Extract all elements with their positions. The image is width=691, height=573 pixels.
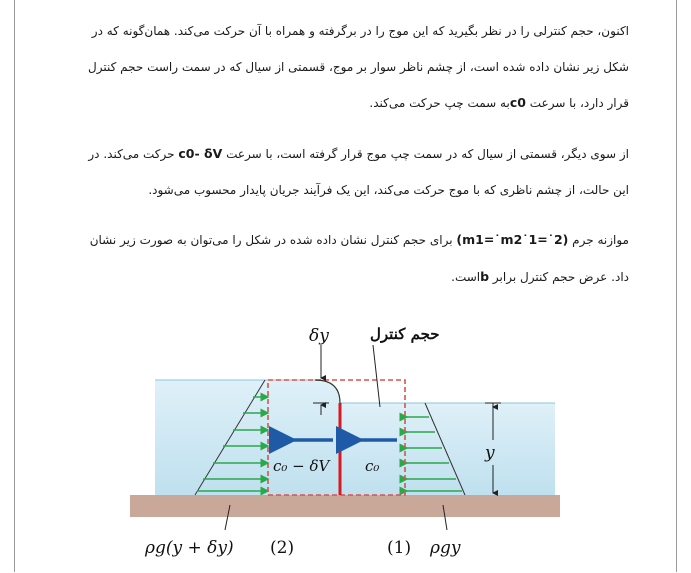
- variable-c0: c0: [509, 95, 526, 110]
- pressure-label-right: ρgy: [430, 538, 461, 558]
- paragraph-1-line-3-pre: قرار دارد، با سرعت: [525, 96, 629, 110]
- velocity-label-left: c₀ − δV: [273, 457, 330, 475]
- paragraph-3-line-2-pre: داد. عرض حجم کنترل برابر: [489, 270, 629, 284]
- control-volume-pointer: [373, 345, 380, 407]
- delta-y-label: δy: [309, 326, 329, 346]
- paragraph-1-line-1: اکنون، حجم کنترلی را در نظر بگیرید که این موج را در برگرفته و همراه با آن حرکت می‌کند. همان‌گونه که در: [91, 24, 629, 38]
- figure-svg: [125, 315, 565, 565]
- paragraph-2-line-1: [69, 145, 629, 163]
- paragraph-3-line-1: [69, 231, 629, 249]
- paragraph-3-line-2: [69, 268, 629, 286]
- channel-bed: [130, 495, 560, 517]
- paragraph-3-line-2-post: است.: [451, 270, 481, 284]
- paragraph-1-line-2: شکل زیر نشان داده شده است، از چشم ناظر سوار بر موج، قسمتی از سیال که در سمت راست حجم کنترل: [88, 60, 629, 74]
- velocity-label-right: c₀: [365, 457, 380, 475]
- section-label-1: (1): [387, 538, 412, 558]
- section-label-2: (2): [270, 538, 295, 558]
- control-volume-label: حجم کنترل: [370, 325, 440, 343]
- paragraph-3-line-1-pre: موازنه جرم: [568, 233, 629, 247]
- paragraph-1-line-3: [69, 94, 629, 112]
- variable-b: b: [480, 269, 490, 284]
- paragraph-1-line-3-post: به سمت چپ حرکت می‌کند.: [369, 96, 510, 110]
- mass-balance-expression: (m1=˙m2˙1=˙2): [456, 232, 569, 247]
- paragraph-2-line-1-post: حرکت می‌کند. در: [88, 147, 179, 161]
- wave-control-volume-figure: [125, 315, 565, 565]
- water-region: [155, 380, 555, 495]
- variable-c0-minus-dv: c0- δV: [178, 146, 223, 161]
- paragraph-3-line-1-post: برای حجم کنترل نشان داده شده در شکل را می‌توان به صورت زیر نشان: [89, 233, 457, 247]
- y-label: y: [485, 443, 495, 463]
- paragraph-2-line-2: این حالت، از چشم ناظری که با موج حرکت می‌کند، این یک فرآیند جریان پایدار محسوب می‌شود.: [148, 183, 629, 197]
- paragraph-2-line-1-pre: از سوی دیگر، قسمتی از سیال که در سمت چپ موج قرار گرفته است، با سرعت: [222, 147, 629, 161]
- pressure-label-left: ρg(y + δy): [145, 538, 234, 558]
